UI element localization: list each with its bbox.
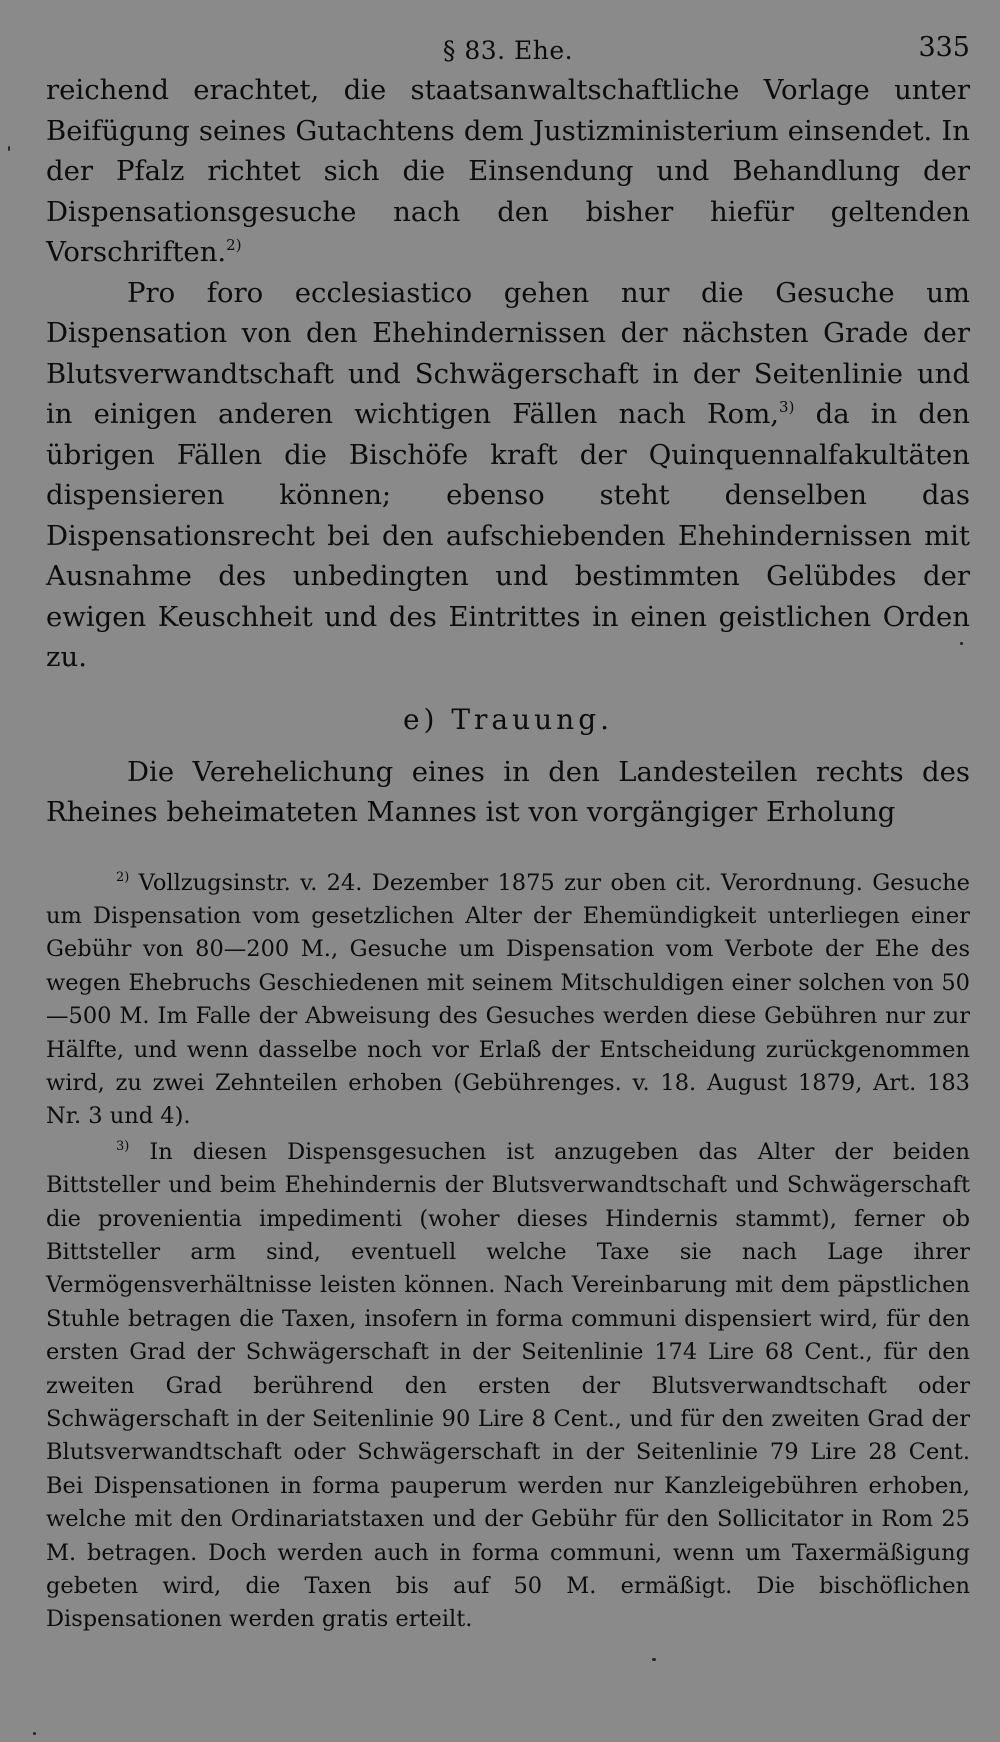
footnote-ref-2: 2): [226, 236, 242, 254]
footnote-2-marker: 2): [116, 869, 130, 885]
paragraph-1: [46, 70, 970, 273]
paragraph-2-text-a: Pro foro ecclesiastico gehen nur die Gesuche um Dispensation von den Ehehindernissen der nächsten Grade der Blutsverwandtschaft und Schwägerschaft in der Seitenlinie und in einigen anderen wichtigen Fällen nach Rom,: [46, 276, 970, 430]
paragraph-3: [46, 752, 970, 833]
speck: [8, 146, 10, 151]
section-subheading: e) Trauung.: [402, 702, 614, 736]
paragraph-3-text: Die Verehelichung eines in den Landesteilen rechts des Rheines beheimateten Mannes ist von vorgängiger Erholung: [46, 755, 970, 828]
footnote-ref-3: 3): [779, 398, 795, 416]
footnote-3-marker: 3): [116, 1138, 130, 1154]
speck: [960, 642, 963, 645]
running-head: [46, 28, 970, 70]
page-content: [46, 28, 970, 1637]
footnotes: [46, 867, 970, 1637]
running-head-title: § 83. Ehe.: [442, 36, 574, 65]
page-number: 335: [918, 32, 970, 63]
paragraph-1-text: reichend erachtet, die staatsanwaltschaftliche Vorlage unter Beifügung seines Gutachtens dem Justizministerium einsendet. In der Pfalz richtet sich die Einsendung und Behandlung der Dispensationsgesuche nach den bisher hiefür geltenden Vorschriften.: [46, 74, 970, 268]
footnote-2-text: Vollzugsinstr. v. 24. Dezember 1875 zur oben cit. Verordnung. Gesuche um Dispensation vom gesetzlichen Alter der Ehemündigkeit unterliegen einer Gebühr von 80—200 M., Gesuche um Dispensation vom Verbote der Ehe des wegen Ehebruchs Geschiedenen mit seinem Mitschuldigen einer solchen von 50—500 M. Im Falle der Abweisung des Gesuches werden diese Gebühren nur zur Hälfte, und wenn dasselbe noch vor Erlaß der Entscheidung zurückgenommen wird, zu zwei Zehnteilen erhoben (Gebührenges. v. 18. August 1879, Art. 183 Nr. 3 und 4).: [46, 869, 970, 1130]
paragraph-2-text-b: da in den übrigen Fällen die Bischöfe kraft der Quinquennalfakultäten dispensieren können; ebenso steht denselben das Dispensationsrecht bei den aufschiebenden Ehehindernissen mit Ausnahme des unbedingten und bestimmten Gelübdes der ewigen Keuschheit und des Eintrittes in einen geistlichen Orden zu.: [46, 398, 970, 673]
speck: [33, 1732, 36, 1735]
footnote-3-text: In diesen Dispensgesuchen ist anzugeben das Alter der beiden Bittsteller und beim Ehehindernis der Blutsverwandtschaft und Schwägerschaft die provenientia impedimenti (woher dieses Hindernis stammt), ferner ob Bittsteller arm sind, eventuell welche Taxe sie nach Lage ihrer Vermögensverhältnisse leisten können. Nach Vereinbarung mit dem päpstlichen Stuhle betragen die Taxen, insofern in forma communi dispensiert wird, für den ersten Grad der Schwägerschaft in der Seitenlinie 174 Lire 68 Cent., für den zweiten Grad berührend den ersten der Blutsverwandtschaft oder Schwägerschaft in der Seitenlinie 90 Lire 8 Cent., und für den zweiten Grad der Blutsverwandtschaft oder Schwägerschaft in der Seitenlinie 79 Lire 28 Cent. Bei Dispensationen in forma pauperum werden nur Kanzleigebühren erhoben, welche mit den Ordinariatstaxen und der Gebühr für den Sollicitator in Rom 25 M. betragen. Doch werden auch in forma communi, wenn um Taxermäßigung gebeten wird, die Taxen bis auf 50 M. ermäßigt. Die bischöflichen Dispensationen werden gratis erteilt.: [46, 1138, 970, 1633]
footnote-3: [46, 1136, 970, 1637]
paragraph-2: [46, 273, 970, 678]
speck: [652, 1658, 656, 1661]
footnote-2: [46, 867, 970, 1134]
main-text: [46, 70, 970, 833]
